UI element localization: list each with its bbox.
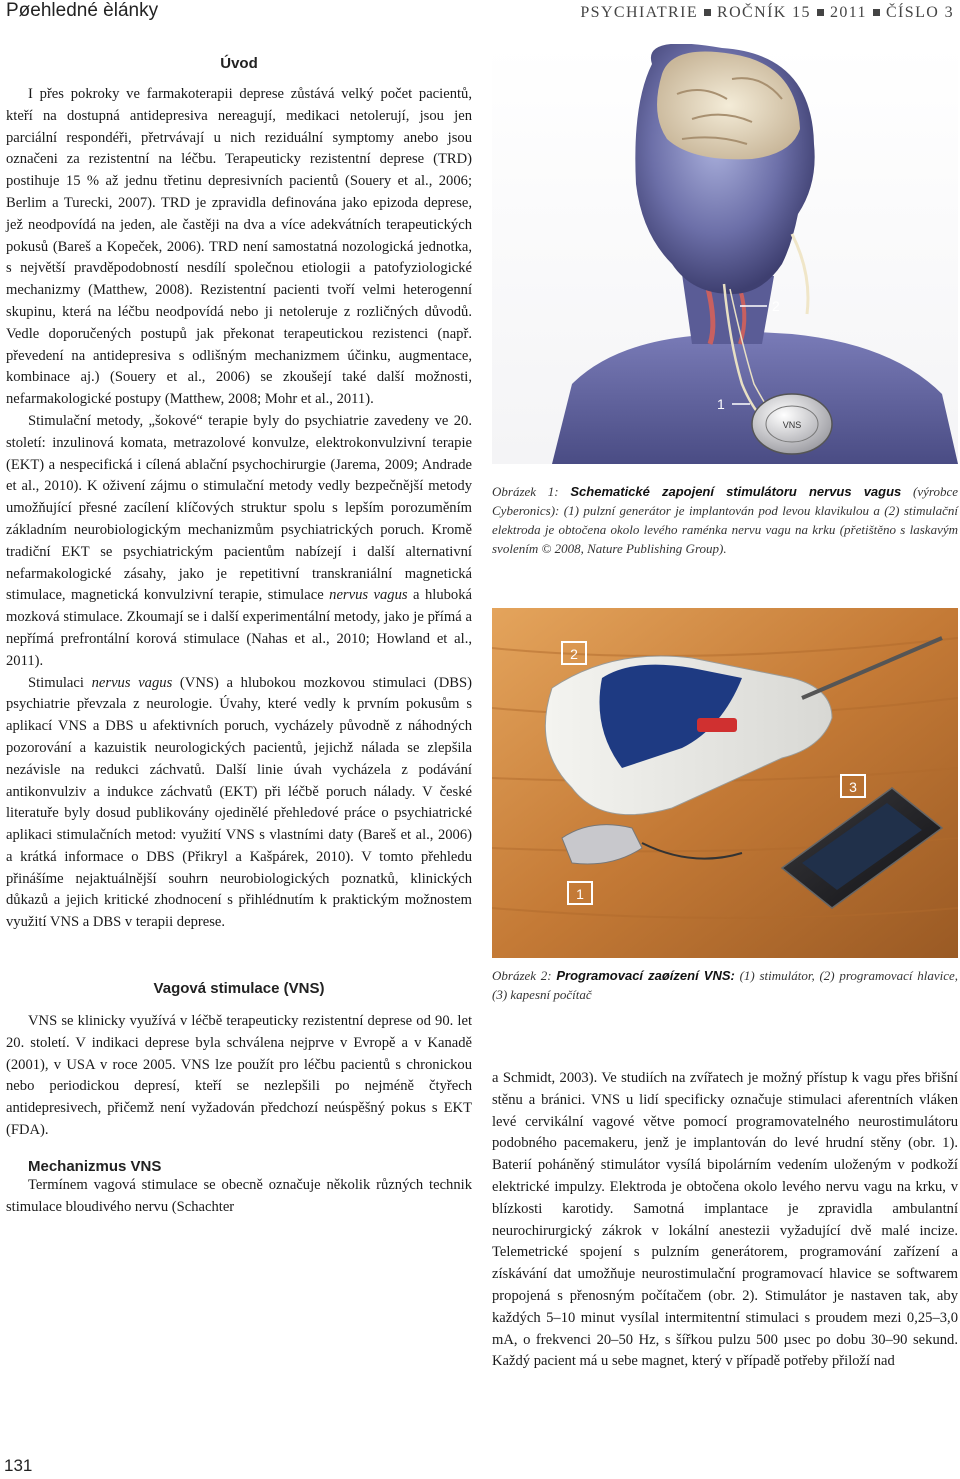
separator-square-icon [704,9,711,16]
callout-1: 1 [576,886,584,902]
intro-p3-italic: nervus vagus [91,674,173,691]
callout-2: 2 [772,298,780,314]
vns-paragraph-1: VNS se klinicky využívá v léčbě terapeuticky rezistentní deprese od 90. let 20. století. V indikaci deprese byla schválena nejprve v Evropě a v Kanadě (2001), v USA v roce 2005. VNS lze použít pro léčbu pacientů s chronickou nebo periodickou depresí, kteří se nezlepšili po nejméně čtyřech antidepresivech, přičemž není vyžadován předchozí neúspěšný pokus s EKT (FDA). [6,1013,472,1139]
separator-square-icon [817,9,824,16]
journal-name: PSYCHIATRIE [580,4,699,21]
figure-2-title: Programovací zaøízení VNS: [556,968,735,983]
section-heading-intro: Úvod [220,55,258,72]
intro-p3-start: Stimulaci [28,674,84,691]
page-number: 131 [4,1456,33,1475]
running-header-journal [580,4,954,22]
intro-p2-text: Stimulační metody, „šokové“ terapie byly do psychiatrie zavedeny ve 20. století: inzulinová komata, metrazolové konvulze, elektrokonvulzivní terapie (EKT) a nespecifická i cílená ablační psychochirurgie (Jarema, 2009; Andrade et al., 2010). K oživení zájmu o stimulační metody vedly bezpečnější metody umožňující přesné zacílení klíčových struktur spolu s lepším porozuměním základním neurobiologickým mechanizmům psychiatrických poruch. Kromě tradiční EKT se psychiatrickým pacientům nabízejí i další alternativní nefarmakologické zásahy, jako je repetitivní transkraniální magnetická stimulace, magnetická konvulzivní terapie, stimulace [6,412,472,604]
callout-2: 2 [570,646,578,662]
figure-1-vns-anatomy-illustration [492,44,958,464]
callout-1: 1 [717,396,725,412]
running-header-section: Pøehledné èlánky [6,0,159,21]
figure-1-text: (výrobce Cyberonics): (1) pulzní generátor je implantován pod levou klavikulou a (2) stimulační elektroda je obtočena okolo levého raménka nervu vagu na krku (přetištěno s laskavým svolením © 2008, Nature Publishing Group). [492,484,959,556]
section-heading-vns: Vagová stimulace (VNS) [153,980,325,998]
journal-year: 2011 [829,4,867,21]
separator-square-icon [873,9,880,16]
intro-p2-rest: a hluboká mozková stimulace. Zkoumají se i další experimentální metody, jako je přímá a nepřímá prefrontální korová stimulace (Nahas et al., 2010; Howland et al., 2011). [6,587,472,669]
intro-paragraph-2 [6,411,472,673]
intro-paragraph-3 [6,673,472,935]
figure-1-caption [492,482,958,558]
figure-2-text: (1) stimulátor, (2) programovací hlavice, (3) kapesní počítač [492,968,959,1002]
journal-issue: ČÍSLO 3 [885,4,954,21]
figure-2-label: Obrázek 2: [492,968,552,983]
right-paragraph-1: a Schmidt, 2003). Ve studiích na zvířatech je možný přístup k vagu přes břišní stěnu a bránici. VNS u lidí specificky označuje stimulaci aferentních vláken levé cervikální vagové větve pomocí programovatelného neurostimulátoru podobného pacemakeru, jenž je implantován do levé hrudní stěny (obr. 1). Baterií poháněný stimulátor vysílá bipolárním vedením uloženým v podkoží elektrické impulzy. Elektroda je obtočena okolo levého nervu vagu na krku, v blízkosti karotidy. Samotná implantace je zpravidla ambulantní neurochirurgický zákrok v lokální anestezii vyžadující dvě malé incize. Telemetrické spojení s pulzním generátorem, programování zařízení a získávání dat umožňuje neurostimulační programovací hlavice se softwarem propojená s přenosným počítačem (obr. 2). Stimulátor je nastaven tak, aby každých 5–10 minut vysílal intermitentní stimulaci s proudem mezi 0,25–3,0 mA, o frekvenci 20–50 Hz, s šířkou pulzu 500 µsec po dobu 30–90 sekund. Každý pacient má u sebe magnet, který v případě potřeby přiloží nad [492,1070,958,1370]
subsection-heading-mechanism: Mechanizmus VNS [28,1157,162,1175]
mechanism-paragraph-1: Termínem vagová stimulace se obecně označuje několik různých technik stimulace bloudivého nervu (Schachter [6,1176,472,1215]
journal-volume: ROČNÍK 15 [717,4,811,21]
figure-1-title: Schematické zapojení stimulátoru nervus vagus [570,484,902,499]
left-column [6,55,472,1218]
figure-2-caption [492,966,958,1004]
figure-1-label: Obrázek 1: [492,484,559,499]
figure-2-programming-device-photo [492,608,958,958]
right-column [492,1068,958,1373]
intro-paragraph-1: I přes pokroky ve farmakoterapii deprese zůstává velký počet pacientů, kteří na dostupná antidepresiva nereagují, medikaci netolerují, jsou jen parciální respondéři, přetrvávají u nich reziduální symptomy anebo jsou označeni za rezistentní na léčbu. Terapeuticky rezistentní deprese (TRD) postihuje 15 % až jednu třetinu depresivních pacientů (Souery et al., 2006; Berlim a Turecki, 2007). TRD je zpravidla definována jako epizoda deprese, jež neodpovídá na jeden, ale častěji na dva a více adekvátních terapeutických pokusů (Bareš a Kopeček, 2006). TRD není samostatná nozologická jednotka, s největší pravděpodobností nesdílí společnou etiologii a patofyziologické mechanizmy (Matthew, 2008). Rezistentní pacienti tvoří velmi heterogenní skupinu, která na léčbu neodpovídá nebo ji netoleruje z rozličných důvodů. Vedle doporučených postupů jak překonat terapeutickou rezistenci (např. převedení na antidepresiva s odlišným mechanizmem účinku, augmentace, kombinace aj.) (Souery et al., 2006) se zkoušejí také další možnosti, nefarmakologické postupy (Matthew, 2008; Mohr et al., 2011). [6,86,472,408]
intro-p2-italic: nervus vagus [329,587,408,604]
device-label: VNS [782,420,802,430]
intro-p3-rest: (VNS) a hlubokou mozkovou stimulaci (DBS) psychiatrie převzala z neurologie. Úvahy, které vedly k prvním pokusům s aplikací VNS a DBS u afektivních poruch, vycházely původně z náhodných pozorování a kazuistik neurologických pacientů, jejichž nálada se zlepšila nezávisle na redukci záchvatů. Další linie úvah vycházela z podávání antikonvulziv a indukce záchvatů (EKT) při léčbě poruch nálady. V české literatuře byly dosud publikovány ojedinělé přehledové práce o psychiatrické aplikaci stimulačních metod: využití VNS s vlastními daty (Bareš et al., 2006) a krátká informace o DBS (Přikryl a Kašpárek, 2010). V tomto přehledu přinášíme nejaktuálnější souhrn neurobiologických poznatků, klinických důkazů a jejich kritické zhodnocení s přihlédnutím k praktickým možnostem využití VNS a DBS v terapii deprese. [6,674,472,931]
callout-3: 3 [849,779,857,795]
